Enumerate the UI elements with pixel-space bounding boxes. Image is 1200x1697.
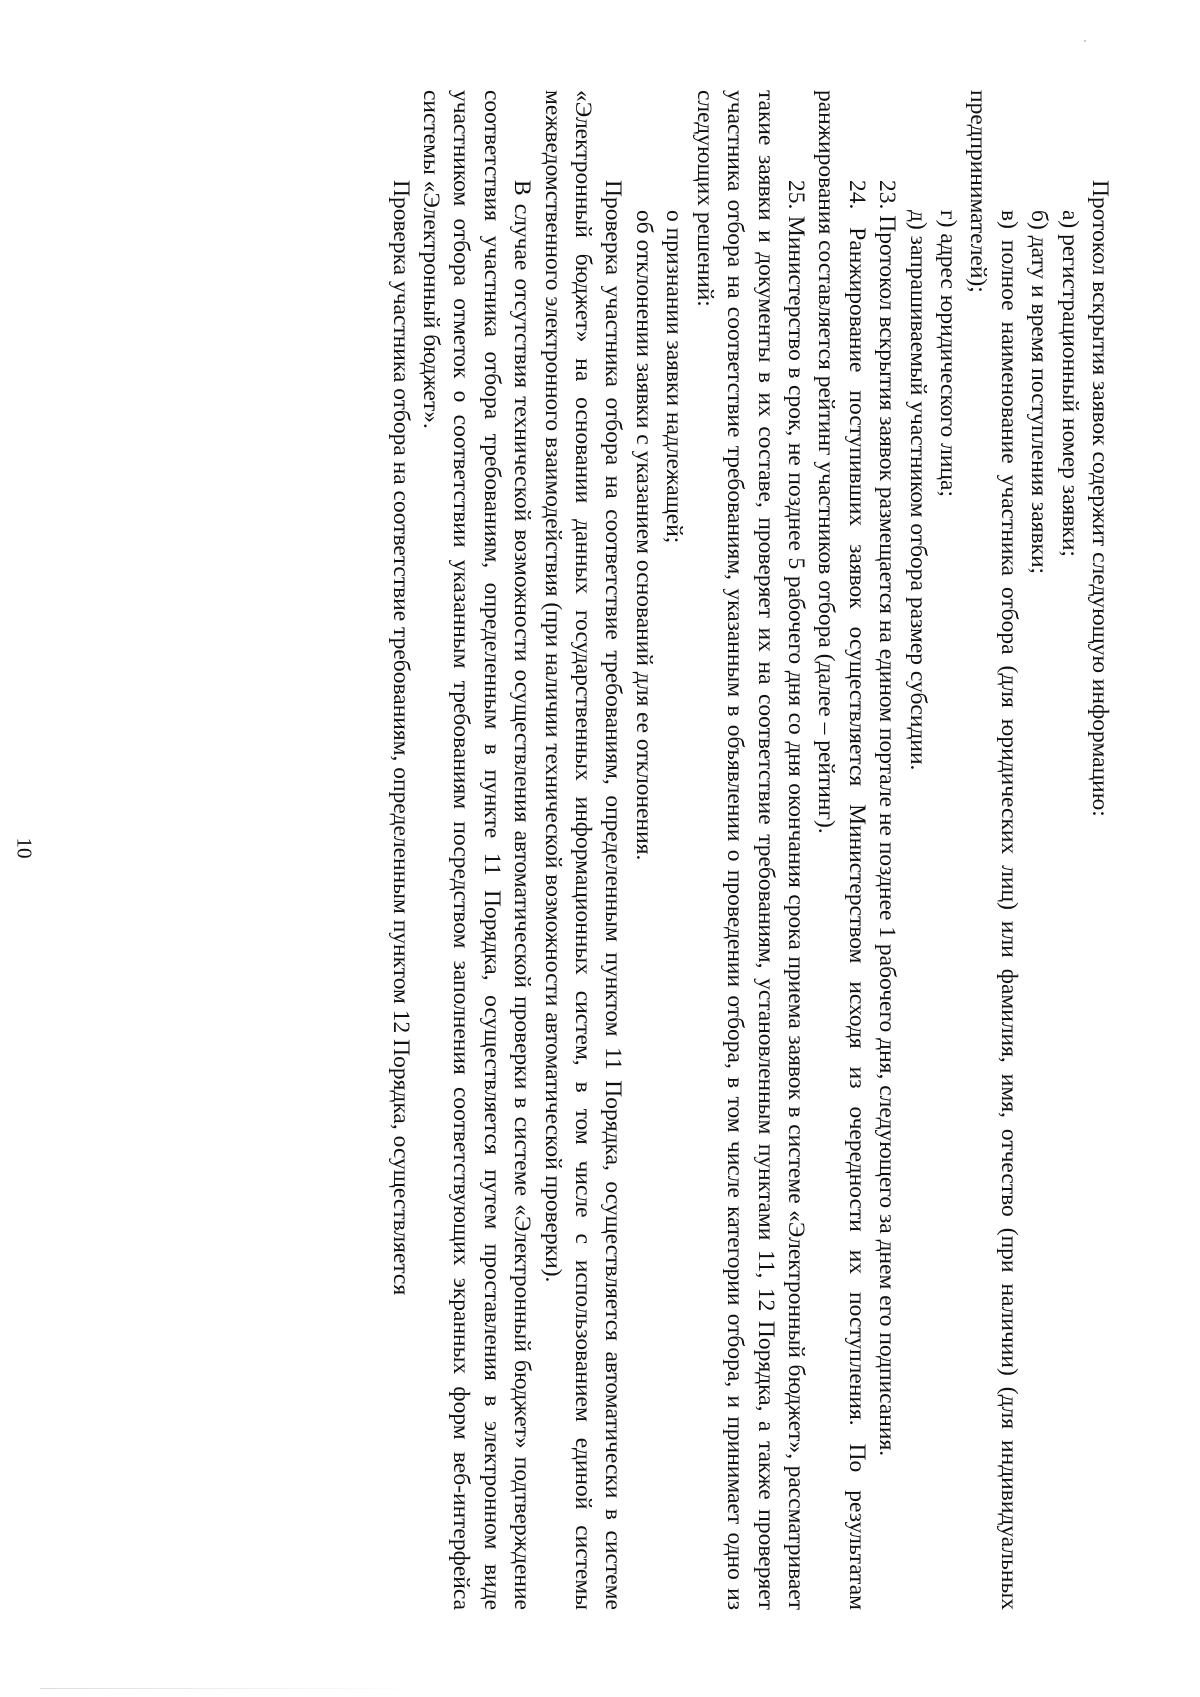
page-number: 10 xyxy=(12,837,37,859)
paragraph-24: 24. Ранжирование поступивших заявок осуществляется Министерством исходя из очередности их поступления. По результатам ранжирования составляется рейтинг участников отбора (далее – рейтинг). xyxy=(813,90,870,1610)
scan-artifact xyxy=(1084,40,1086,42)
list-item-a: а) регистрационный номер заявки; xyxy=(1056,210,1083,557)
paragraph-protocol-contents: Протокол вскрытия заявок содержит следующую информацию: xyxy=(1087,180,1113,817)
document-body xyxy=(385,90,1115,1610)
paragraph-25: 25. Министерство в срок, не позднее 5 рабочего дня со дня окончания срока приема заявок в системе «Электронный бюджет», рассматривает такие заявки и документы в их составе, проверяет их на соответствие требованиям, установленным пунктами 11, 12 Порядка, а также проверяет участника отбора на соответствие требованиям, указанным в объявлении о проведении отбора, в том числе категории отбора, и принимает одно из следующих решений: xyxy=(691,90,809,1610)
list-item-v: в) полное наименование участника отбора (для юридических лиц) или фамилия, имя, отчество (при наличии) (для индивидуальных предпринимателей); xyxy=(965,90,1022,1610)
paragraph-23: 23. Протокол вскрытия заявок размещается на едином портале не позднее 1 рабочего дня, следующего за днем его подписания. xyxy=(874,180,901,1457)
paragraph-automatic-check: Проверка участника отбора на соответствие требованиям, определенным пунктом 11 Порядка, осуществляется автоматически в системе «Электронный бюджет» на основании данных государственных информационных систем, в том числе с использованием единой системы межведомственного электронного взаимодействия (при наличии технической возможности автоматической проверки). xyxy=(539,90,627,1610)
scan-edge-artifact xyxy=(40,1688,420,1689)
decision-option-reject: об отклонении заявки с указанием оснований для ее отклонения. xyxy=(630,210,657,861)
list-item-d: д) запрашиваемый участником отбора размер субсидии. xyxy=(904,210,931,771)
list-item-g: г) адрес юридического лица; xyxy=(934,210,961,497)
rotated-text-block xyxy=(115,90,1115,1610)
paragraph-check-item-12: Проверка участника отбора на соответствие требованиям, определенным пунктом 12 Порядка, осуществляется xyxy=(387,180,414,1296)
paragraph-manual-check: В случае отсутствия технической возможности осуществления автоматической проверки в системе «Электронный бюджет» подтверждение соответствия участника отбора требованиям, определенным в пункте 11 Порядка, осуществляется путем проставления в электронном виде участником отбора отметок о соответствии указанным требованиям посредством заполнения соответствующих экранных форм веб-интерфейса системы «Электронный бюджет». xyxy=(418,90,536,1610)
list-item-b: б) дату и время поступления заявки; xyxy=(1026,210,1053,575)
decision-option-accept: о признании заявки надлежащей; xyxy=(661,210,688,544)
